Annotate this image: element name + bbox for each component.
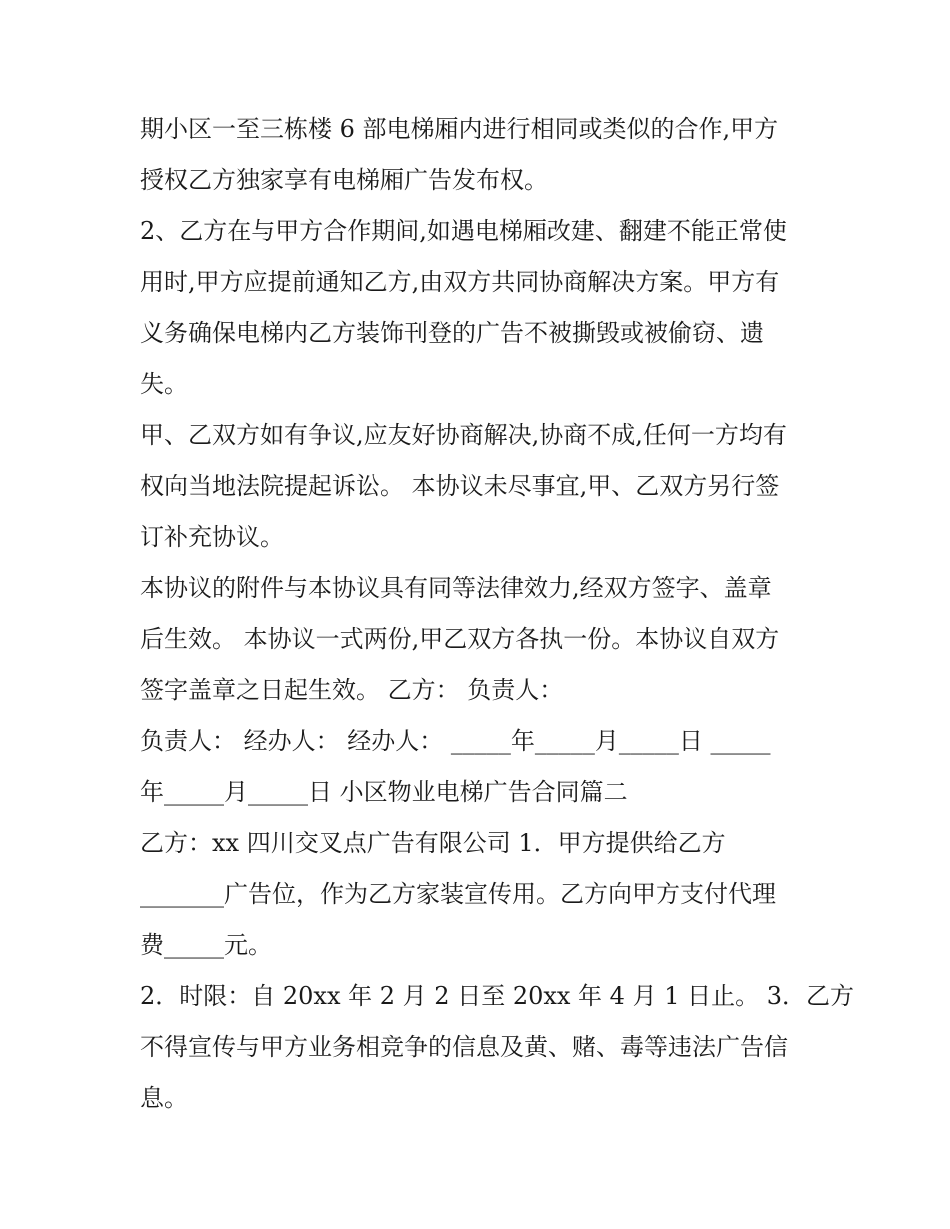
- text-line: 失。: [140, 370, 188, 398]
- text-line: 义务确保电梯内乙方装饰刊登的广告不被撕毁或被偷窃、遗: [140, 319, 764, 347]
- text-line: 甲、乙双方如有争议,应友好协商解决,协商不成,任何一方均有: [140, 421, 787, 449]
- text-line: 期小区一至三栋楼 6 部电梯厢内进行相同或类似的合作,甲方: [140, 115, 779, 143]
- text-line: 2．时限：自 20xx 年 2 月 2 日至 20xx 年 4 月 1 日止。 3．乙方: [140, 982, 855, 1010]
- text-line: 授权乙方独家享有电梯厢广告发布权。: [140, 166, 548, 194]
- text-line: 用时,甲方应提前通知乙方,由双方共同协商解决方案。甲方有: [140, 268, 780, 296]
- text-line: 负责人： 经办人： 经办人： _____年_____月_____日 _____: [140, 727, 771, 755]
- text-line: 签字盖章之日起生效。 乙方： 负责人：: [140, 676, 564, 704]
- text-line: 2、乙方在与甲方合作期间,如遇电梯厢改建、翻建不能正常使: [140, 217, 787, 245]
- text-line: 年_____月_____日 小区物业电梯广告合同篇二: [140, 778, 628, 806]
- text-line: 权向当地法院提起诉讼。 本协议未尽事宜,甲、乙双方另行签: [140, 472, 780, 500]
- text-line: 费_____元。: [140, 931, 272, 959]
- text-line: 乙方：xx 四川交叉点广告有限公司 1．甲方提供给乙方: [140, 829, 726, 857]
- text-line: 不得宣传与甲方业务相竞争的信息及黄、赌、毒等违法广告信: [140, 1033, 788, 1061]
- text-line: 订补充协议。: [140, 523, 284, 551]
- text-line: 本协议的附件与本协议具有同等法律效力,经双方签字、盖章: [140, 574, 772, 602]
- text-line: _______广告位，作为乙方家装宣传用。乙方向甲方支付代理: [140, 880, 776, 908]
- contract-body-text: [140, 104, 855, 1124]
- text-line: 后生效。 本协议一式两份,甲乙双方各执一份。本协议自双方: [140, 625, 780, 653]
- text-line: 息。: [140, 1084, 188, 1112]
